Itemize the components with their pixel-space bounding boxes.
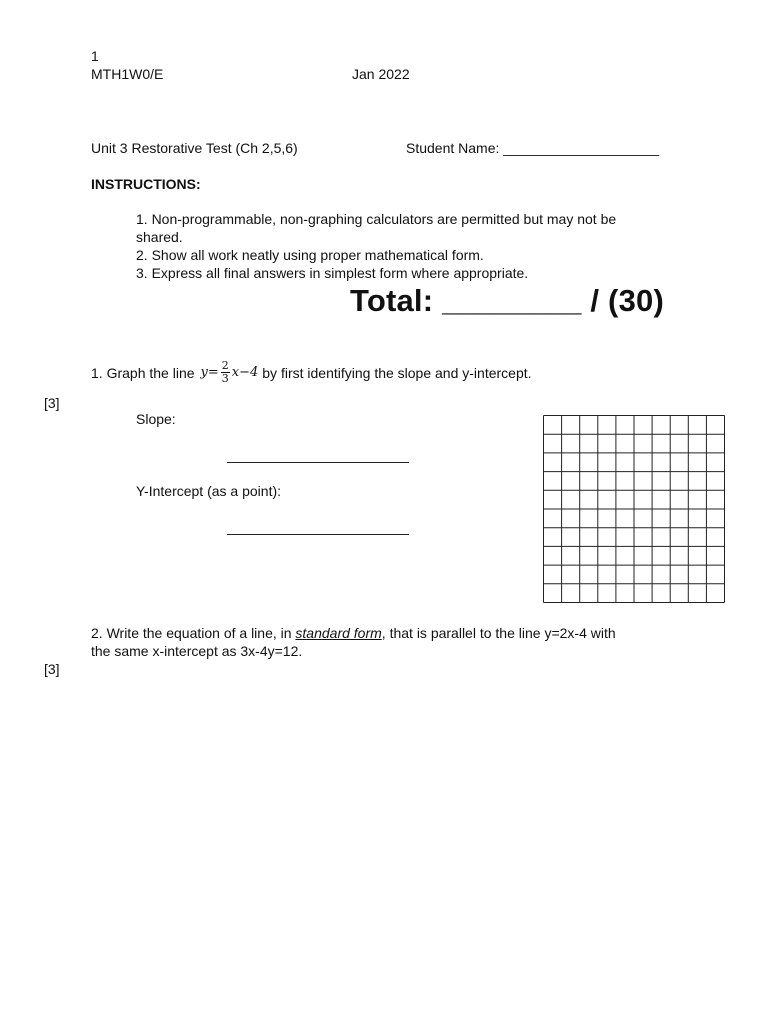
course-code: MTH1W0/E — [91, 66, 164, 82]
question-1-marks: [3] — [44, 395, 60, 411]
fraction-denominator: 3 — [221, 372, 229, 385]
graph-grid-svg — [543, 415, 725, 603]
instructions-heading: INSTRUCTIONS: — [91, 176, 201, 192]
standard-form-emphasis: standard form — [295, 625, 382, 641]
y-intercept-answer-line[interactable] — [227, 533, 409, 535]
question-1 — [91, 360, 532, 385]
student-name-field: Student Name: ____________________ — [406, 140, 659, 156]
graph-grid[interactable] — [543, 415, 725, 606]
question-1-prefix: 1. Graph the line — [91, 364, 195, 381]
equation-fraction — [221, 360, 230, 385]
instruction-item: 1. Non-programmable, non-graphing calculators are permitted but may not be — [136, 211, 617, 227]
equation-rhs: x−4 — [231, 365, 259, 380]
instruction-item: shared. — [136, 229, 183, 245]
y-intercept-label: Y-Intercept (as a point): — [136, 483, 282, 499]
slope-answer-line[interactable] — [227, 461, 409, 463]
instruction-item: 2. Show all work neatly using proper mathematical form. — [136, 247, 484, 263]
instruction-item: 3. Express all final answers in simplest form where appropriate. — [136, 265, 529, 281]
test-title: Unit 3 Restorative Test (Ch 2,5,6) — [91, 140, 298, 156]
question-1-suffix: by first identifying the slope and y-intercept. — [262, 364, 532, 381]
slope-label: Slope: — [136, 411, 176, 427]
question-2-prefix: 2. Write the equation of a line, in — [91, 625, 296, 641]
page-number: 1 — [91, 48, 99, 64]
question-2-marks: [3] — [44, 661, 60, 677]
test-date: Jan 2022 — [352, 66, 410, 82]
question-2-line-2: the same x-intercept as 3x-4y=12. — [91, 643, 303, 659]
question-1-equation — [201, 360, 259, 385]
equation-lhs: y= — [200, 365, 219, 380]
total-score: Total: ________ / (30) — [350, 283, 664, 318]
question-2-line-1 — [91, 625, 616, 641]
fraction-numerator: 2 — [221, 359, 229, 372]
question-2-suffix: , that is parallel to the line y=2x-4 with — [381, 625, 616, 641]
